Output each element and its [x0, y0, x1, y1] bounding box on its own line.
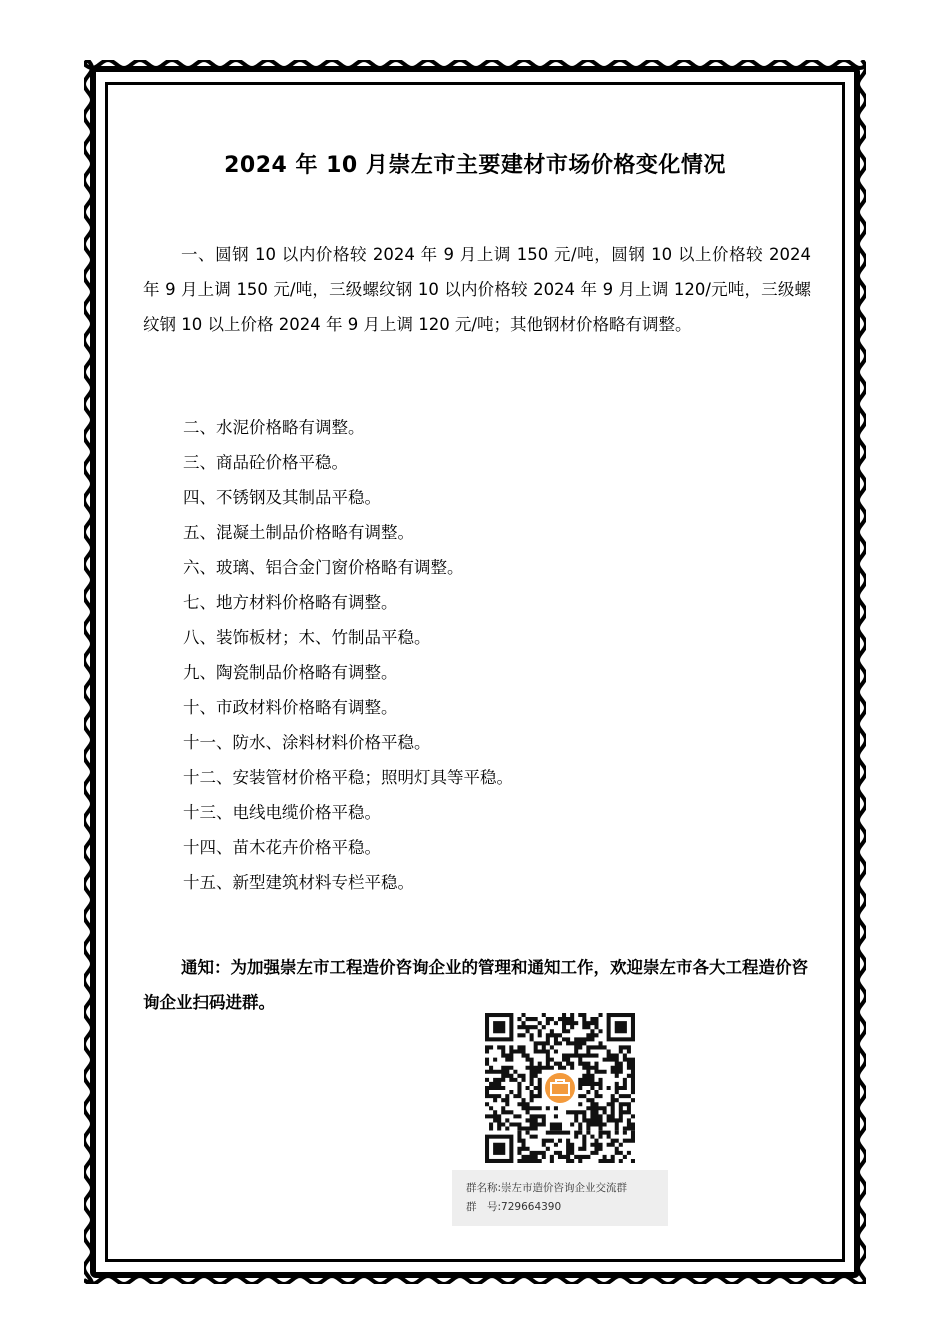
- qr-finder-pattern: [607, 1013, 635, 1041]
- list-item: 十一、防水、涂料材料价格平稳。: [183, 733, 431, 752]
- list-item: 八、装饰板材；木、竹制品平稳。: [183, 628, 431, 647]
- qr-finder-pattern: [485, 1135, 513, 1163]
- list-item: 十二、安装管材价格平稳；照明灯具等平稳。: [183, 768, 513, 787]
- list-item: 十四、苗木花卉价格平稳。: [183, 838, 381, 857]
- list-item: 九、陶瓷制品价格略有调整。: [183, 663, 398, 682]
- qr-caption: [452, 1170, 668, 1226]
- qr-code[interactable]: [485, 1013, 635, 1163]
- list-item: 十、市政材料价格略有调整。: [183, 698, 398, 717]
- list-item: 四、不锈钢及其制品平稳。: [183, 488, 381, 507]
- list-item: 二、水泥价格略有调整。: [183, 418, 365, 437]
- list-item: 七、地方材料价格略有调整。: [183, 593, 398, 612]
- qr-finder-pattern: [485, 1013, 513, 1041]
- group-number: 群 号:729664390: [466, 1201, 562, 1213]
- list-item: 五、混凝土制品价格略有调整。: [183, 523, 414, 542]
- page-title: 2024 年 10 月崇左市主要建材市场价格变化情况: [224, 153, 726, 178]
- list-item: 十五、新型建筑材料专栏平稳。: [183, 873, 414, 892]
- list-item: 六、玻璃、铝合金门窗价格略有调整。: [183, 558, 464, 577]
- briefcase-icon: [545, 1073, 575, 1103]
- group-name: 群名称:崇左市造价咨询企业交流群: [466, 1182, 628, 1194]
- list-item: 十三、电线电缆价格平稳。: [183, 803, 381, 822]
- price-change-list: [183, 410, 513, 900]
- steel-price-paragraph: 一、圆钢 10 以内价格较 2024 年 9 月上调 150 元/吨，圆钢 10 以上价格较 2024 年 9 月上调 150 元/吨，三级螺纹钢 10 以内价格较 2024 年 9 月上调 120/元吨，三级螺纹钢 10 以上价格 2024 年 9 月上调 120 元/吨；其他钢材价格略有调整。: [143, 245, 811, 334]
- group-notice: 通知：为加强崇左市工程造价咨询企业的管理和通知工作，欢迎崇左市各大工程造价咨询企业扫码进群。: [143, 958, 808, 1012]
- list-item: 三、商品砼价格平稳。: [183, 453, 348, 472]
